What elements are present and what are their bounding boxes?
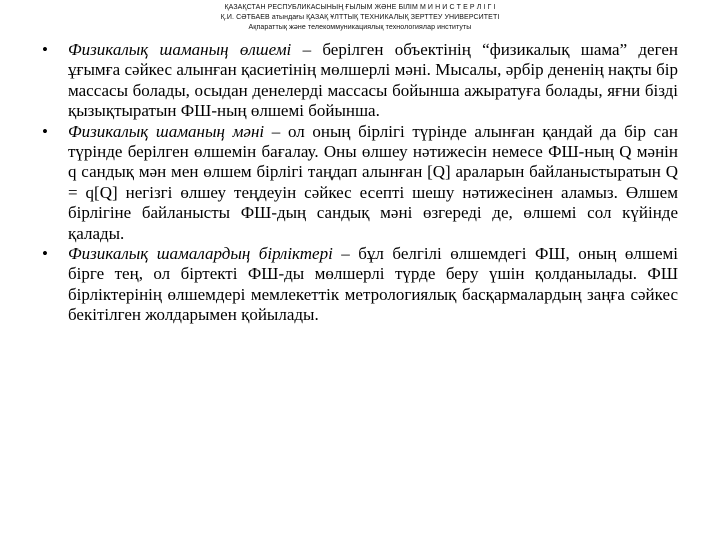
definition-item-magnitude (38, 40, 678, 122)
definition-term: Физикалық шаманың мәні (68, 121, 265, 141)
definition-item-value (38, 122, 678, 244)
university-line: Қ.И. СӘТБАЕВ атындағы ҚАЗАҚ ҰЛТТЫҚ ТЕХНИКАЛЫҚ ЗЕРТТЕУ УНИВЕРСИТЕТІ (220, 14, 500, 21)
slide-body (38, 40, 678, 326)
definition-text: – бұл белгілі өлшемдегі ФШ, оның өлшемі бірге тең, ол біртекті ФШ-ды мөлшерлі түрде беру үшін қолданылады. ФШ бірліктерінің өлшемдері мемлекеттік метрологиялық басқармалардың заңға сәйкес бекітілген жолдарымен қойылады. (68, 244, 678, 325)
institution-header (0, 3, 720, 33)
bullet-icon: • (42, 121, 48, 141)
definition-item-units (38, 244, 678, 326)
bullet-icon: • (42, 244, 48, 264)
definition-text: – берілген объектінің “физикалық шама” деген ұғымға сәйкес алынған қасиетінің мөлшерлі мәні. Мысалы, әрбір дененің нақты бір массасы болады, осыдан денелерді массасы бойынша ажыратуға болады, яғни бізді қызықтыратын ФШ-ның өлшемі бойынша. (68, 40, 678, 121)
definition-text: – ол оның бірлігі түрінде алынған қандай да бір сан түрінде берілген өлшемін бағалау. Оны өлшеу нәтижесін немесе ФШ-ның Q мәнін q сандық мән мен өлшем бірлігі таңдап алынған [Q] араларын байланыстыратын Q = q[Q] негізгі өлшеу теңдеуін сәйкес есепті шешу нәтижесінен аламыз. Өлшем бірлігіне байланысты ФШ-дың сандық мәні өзгереді де, өлшемі сол күйінде қалады. (68, 121, 679, 243)
institute-line: Ақпараттық және телекоммуникациялық технологиялар институты (248, 24, 472, 31)
definition-list (38, 40, 678, 326)
bullet-icon: • (42, 40, 48, 59)
definition-term: Физикалық шаманың өлшемі (68, 40, 292, 59)
definition-term: Физикалық шамалардың бірліктері (68, 244, 333, 264)
ministry-line: ҚАЗАҚСТАН РЕСПУБЛИКАСЫНЫҢ ҒЫЛЫМ ЖӘНЕ БІЛІМ М И Н И С Т Е Р Л І Г І (224, 4, 496, 11)
